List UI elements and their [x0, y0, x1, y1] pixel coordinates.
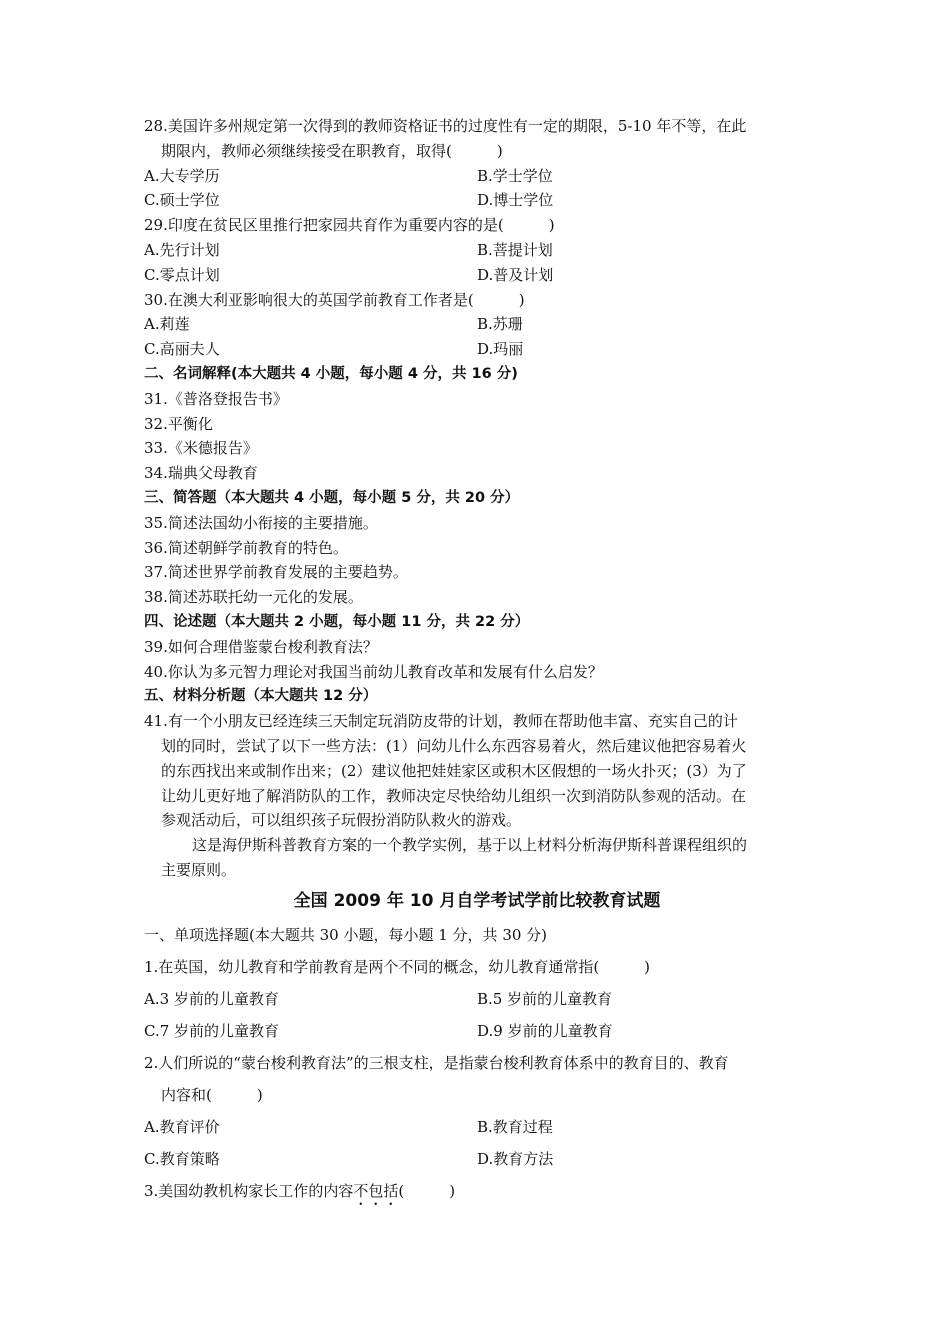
q28-options-row2: [144, 188, 810, 213]
exam2-q2-option-c: C.教育策略: [144, 1149, 220, 1168]
q41-line4: 让幼儿更好地了解消防队的工作，教师决定尽快给幼儿组织一次到消防队参观的活动。在: [161, 786, 747, 805]
q41-prompt-line1: 这是海伊斯科普教育方案的一个教学实例，基于以上材料分析海伊斯科普课程组织的: [192, 836, 748, 855]
exam2-q1-options-row1: [144, 983, 810, 1015]
q28-option-d: D.博士学位: [477, 191, 554, 210]
section2-heading: 二、名词解释(本大题共 4 小题，每小题 4 分，共 16 分): [144, 365, 518, 382]
q34-item: 34.瑞典父母教育: [144, 464, 258, 483]
exam2-q3-stem: [144, 1175, 810, 1207]
q29-stem: 29.印度在贫民区里推行把家园共育作为重要内容的是( ): [144, 216, 555, 235]
exam2-q1-stem: 1.在英国，幼儿教育和学前教育是两个不同的概念，幼儿教育通常指( ): [144, 957, 651, 976]
exam2-q2-stem-line2: 内容和( ): [161, 1085, 263, 1104]
exam2-section1-heading: 一、单项选择题(本大题共 30 小题，每小题 1 分，共 30 分): [144, 925, 548, 944]
q29-options-row1: [144, 238, 810, 263]
q41-line1: 41.有一个小朋友已经连续三天制定玩消防皮带的计划，教师在帮助他丰富、充实自己的计: [144, 712, 738, 731]
exam2-q3-stem-prefix: 3.美国幼教机构家长工作的内容: [144, 1181, 354, 1200]
exam2-q2-option-d: D.教育方法: [477, 1149, 554, 1168]
q30-option-b: B.苏珊: [477, 315, 523, 334]
q32-item: 32.平衡化: [144, 414, 213, 433]
q29-option-c: C.零点计划: [144, 265, 220, 284]
q35-item: 35.简述法国幼小衔接的主要措施。: [144, 513, 378, 532]
exam2-q2-options-row2: [144, 1143, 810, 1175]
exam2-q2-option-a: A.教育评价: [144, 1117, 220, 1136]
q28-options-row1: [144, 164, 810, 189]
section3-heading: 三、简答题（本大题共 4 小题，每小题 5 分，共 20 分）: [144, 489, 520, 506]
exam2-q2-options-row1: [144, 1111, 810, 1143]
q28-option-b: B.学士学位: [477, 166, 553, 185]
exam2-q3-stem-suffix: ( ): [398, 1181, 456, 1200]
q36-item: 36.简述朝鲜学前教育的特色。: [144, 538, 348, 557]
exam2-q3-stem-emphasis: 不包括: [353, 1181, 399, 1200]
q33-item: 33.《米德报告》: [144, 439, 258, 458]
section5-heading: 五、材料分析题（本大题共 12 分）: [144, 688, 378, 705]
q31-item: 31.《普洛登报告书》: [144, 389, 288, 408]
q30-options-row2: [144, 337, 810, 362]
q29-option-d: D.普及计划: [477, 265, 554, 284]
exam2-q1-options-row2: [144, 1015, 810, 1047]
q40-item: 40.你认为多元智力理论对我国当前幼儿教育改革和发展有什么启发？: [144, 662, 603, 681]
exam2-title: 全国 2009 年 10 月自学考试学前比较教育试题: [293, 890, 661, 911]
q30-stem: 30.在澳大利亚影响很大的英国学前教育工作者是( ): [144, 290, 525, 309]
page-content: [144, 114, 810, 1207]
q29-options-row2: [144, 263, 810, 288]
exam2-q1-option-a: A.3 岁前的儿童教育: [144, 989, 279, 1008]
exam2-q1-option-b: B.5 岁前的儿童教育: [477, 989, 613, 1008]
q38-item: 38.简述苏联托幼一元化的发展。: [144, 588, 363, 607]
q30-option-c: C.高丽夫人: [144, 340, 220, 359]
q41-line2: 划的同时，尝试了以下一些方法：(1）问幼儿什么东西容易着火，然后建议他把容易着火: [161, 736, 747, 755]
q41-line5: 参观活动后，可以组织孩子玩假扮消防队救火的游戏。: [161, 811, 522, 830]
q28-option-a: A.大专学历: [144, 166, 220, 185]
section4-heading: 四、论述题（本大题共 2 小题，每小题 11 分，共 22 分）: [144, 613, 530, 630]
q30-option-a: A.莉莲: [144, 315, 190, 334]
q30-option-d: D.玛丽: [477, 340, 524, 359]
q39-item: 39.如何合理借鉴蒙台梭利教育法？: [144, 637, 378, 656]
q41-prompt-line2: 主要原则。: [161, 860, 237, 879]
exam2-q2-stem-line1: 2.人们所说的“蒙台梭利教育法”的三根支柱，是指蒙台梭利教育体系中的教育目的、教育: [144, 1053, 729, 1072]
q29-option-b: B.菩提计划: [477, 240, 553, 259]
exam2-q1-option-c: C.7 岁前的儿童教育: [144, 1021, 280, 1040]
q28-option-c: C.硕士学位: [144, 191, 220, 210]
q28-stem-line2: 期限内，教师必须继续接受在职教育，取得( ): [161, 141, 503, 160]
q30-options-row1: [144, 312, 810, 337]
exam2-q2-option-b: B.教育过程: [477, 1117, 553, 1136]
q29-option-a: A.先行计划: [144, 240, 220, 259]
q37-item: 37.简述世界学前教育发展的主要趋势。: [144, 563, 408, 582]
q41-line3: 的东西找出来或制作出来；(2）建议他把娃娃家区或积木区假想的一场火扑灭；(3）为了: [161, 761, 747, 780]
exam2-q1-option-d: D.9 岁前的儿童教育: [477, 1021, 613, 1040]
q28-stem-line1: 28.美国许多州规定第一次得到的教师资格证书的过度性有一定的期限，5-10 年不等，在此: [144, 117, 747, 135]
